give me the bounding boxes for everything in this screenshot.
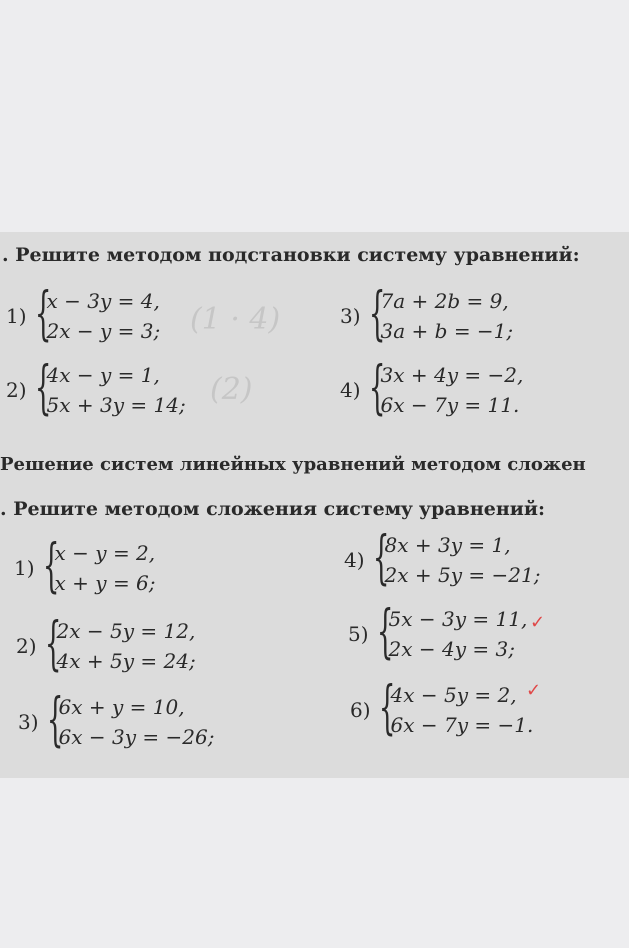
problem-number: 6) bbox=[350, 698, 371, 722]
equation: 8x + 3y = 1, bbox=[384, 533, 511, 557]
addition-system-5 bbox=[348, 597, 528, 665]
brace: { bbox=[372, 523, 389, 591]
brace: { bbox=[368, 279, 385, 347]
equation: 3a + b = −1; bbox=[380, 319, 514, 343]
brace: { bbox=[378, 673, 395, 741]
brace: { bbox=[44, 609, 61, 677]
equation: 5x − 3y = 11, bbox=[388, 607, 528, 631]
problem-number: 4) bbox=[340, 378, 361, 402]
brace: { bbox=[34, 353, 51, 421]
equation: 2x − 5y = 12, bbox=[56, 619, 196, 643]
substitution-system-1 bbox=[6, 279, 161, 347]
brace: { bbox=[376, 597, 393, 665]
equation: 2x + 5y = −21; bbox=[384, 563, 541, 587]
addition-system-4 bbox=[344, 523, 541, 591]
check-mark-icon: ✓ bbox=[530, 612, 546, 633]
addition-system-6 bbox=[350, 673, 534, 741]
equation: x + y = 6; bbox=[54, 571, 156, 595]
substitution-heading: . Решите методом подстановки систему уравнений: bbox=[2, 244, 580, 266]
equation: x − 3y = 4, bbox=[46, 289, 160, 313]
equation: 5x + 3y = 14; bbox=[46, 393, 186, 417]
addition-system-2 bbox=[16, 609, 196, 677]
equation: 4x + 5y = 24; bbox=[56, 649, 196, 673]
equation: 6x − 7y = 11. bbox=[380, 393, 520, 417]
equation: 4x − y = 1, bbox=[46, 363, 160, 387]
addition-system-3 bbox=[18, 685, 215, 753]
equation: x − y = 2, bbox=[54, 541, 156, 565]
equation: 6x − 3y = −26; bbox=[58, 725, 215, 749]
problem-number: 3) bbox=[18, 710, 39, 734]
section-title: Решение систем линейных уравнений методом сложен bbox=[0, 454, 586, 475]
pencil-mark: (1 · 4) bbox=[190, 302, 281, 337]
substitution-system-2 bbox=[6, 353, 186, 421]
equation: 2x − y = 3; bbox=[46, 319, 161, 343]
problem-number: 2) bbox=[16, 634, 37, 658]
brace: { bbox=[34, 279, 51, 347]
substitution-system-3 bbox=[340, 279, 514, 347]
brace: { bbox=[368, 353, 385, 421]
problem-number: 3) bbox=[340, 304, 361, 328]
equation: 6x + y = 10, bbox=[58, 695, 185, 719]
pencil-mark: (2) bbox=[210, 372, 253, 407]
substitution-system-4 bbox=[340, 353, 524, 421]
problem-number: 5) bbox=[348, 622, 369, 646]
problem-number: 1) bbox=[14, 556, 35, 580]
brace: { bbox=[42, 531, 59, 599]
addition-heading: . Решите методом сложения системy уравнений: bbox=[0, 498, 545, 520]
equation: 3x + 4y = −2, bbox=[380, 363, 524, 387]
problem-number: 2) bbox=[6, 378, 27, 402]
check-mark-icon: ✓ bbox=[526, 680, 542, 701]
textbook-page bbox=[0, 232, 629, 778]
problem-number: 4) bbox=[344, 548, 365, 572]
equation: 4x − 5y = 2, bbox=[390, 683, 517, 707]
equation: 7a + 2b = 9, bbox=[380, 289, 509, 313]
problem-number: 1) bbox=[6, 304, 27, 328]
equation: 6x − 7y = −1. bbox=[390, 713, 534, 737]
addition-system-1 bbox=[14, 531, 156, 599]
brace: { bbox=[46, 685, 63, 753]
equation: 2x − 4y = 3; bbox=[388, 637, 515, 661]
